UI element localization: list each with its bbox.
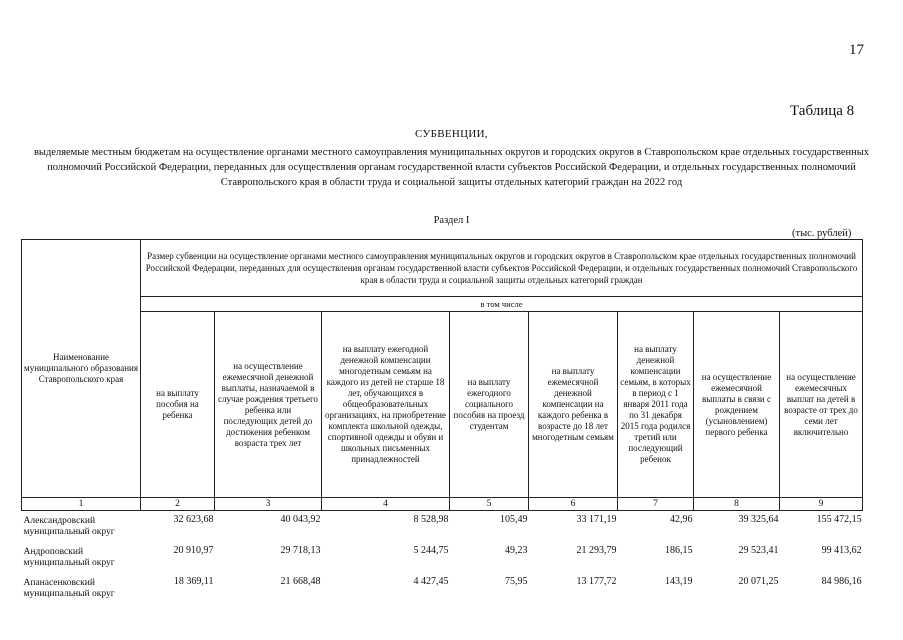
table-cell: 20 910,97 bbox=[173, 545, 214, 556]
column-number: 8 bbox=[694, 498, 780, 511]
table-cell: 29 718,13 bbox=[280, 545, 321, 556]
header-col-9: на осуществление ежемесячных выплат на детей в возрасте от трех до семи лет включительно bbox=[780, 312, 863, 498]
header-col-5: на выплату ежегодного социального пособия на проезд студентам bbox=[450, 312, 529, 498]
table-cell: 143,19 bbox=[665, 576, 693, 587]
municipality-name: Апанасенковский муниципальный округ bbox=[23, 577, 115, 599]
header-col-4: на выплату ежегодной денежной компенсации многодетным семьям на каждого из детей не старше 18 лет, обучающихся в общеобразовательных организациях, на приобретение комплекта школьной одежды, спортивной одежды и обуви и школьных письменных принадлежностей bbox=[322, 312, 450, 498]
column-number: 6 bbox=[529, 498, 618, 511]
table-cell: 99 413,62 bbox=[821, 545, 862, 556]
table-cell: 39 325,64 bbox=[738, 514, 779, 525]
document-subtitle: выделяемые местным бюджетам на осуществление органами местного самоуправления муниципальных округов и городских округов в Ставропольском крае отдельных государственных полномочий Российской Федерации, переданных для осуществления органам государственной власти субъектов Российской Федерации, и отдельных государственных полномочий Ставропольского края в области труда и социальной защиты отдельных категорий граждан на 2022 год bbox=[33, 147, 870, 188]
table-cell: 33 171,19 bbox=[576, 514, 617, 525]
table-cell: 155 472,15 bbox=[816, 514, 862, 525]
header-col-3: на осуществление ежемесячной денежной выплаты, назначаемой в случае рождения третьего ребенка или последующих детей до достижения ребенком возраста трех лет bbox=[215, 312, 322, 498]
document-title: СУБВЕНЦИИ, bbox=[415, 128, 488, 140]
column-number: 4 bbox=[322, 498, 450, 511]
header-main: Размер субвенции на осуществление органами местного самоуправления муниципальных округов и городских округов в Ставропольском крае отдельных государственных полномочий Российской Федерации, переданных для осуществления органам государственной власти субъектов Российской Федерации, и отдельных государственных полномочий Ставропольского края в области труда и социальной защиты отдельных категорий граждан bbox=[141, 240, 863, 297]
table-cell: 13 177,72 bbox=[576, 576, 617, 587]
table-row bbox=[22, 511, 863, 543]
table-cell: 20 071,25 bbox=[738, 576, 779, 587]
municipality-name: Андроповский муниципальный округ bbox=[23, 546, 115, 568]
column-number: 7 bbox=[618, 498, 694, 511]
table-cell: 105,49 bbox=[500, 514, 528, 525]
table-cell: 21 668,48 bbox=[280, 576, 321, 587]
units-label: (тыс. рублей) bbox=[792, 228, 852, 239]
table-cell: 21 293,79 bbox=[576, 545, 617, 556]
header-col-8: на осуществление ежемесячной выплаты в связи с рождением (усыновлением) первого ребенка bbox=[694, 312, 780, 498]
table-cell: 29 523,41 bbox=[738, 545, 779, 556]
table-cell: 40 043,92 bbox=[280, 514, 321, 525]
header-including: в том числе bbox=[141, 297, 863, 312]
table-cell: 84 986,16 bbox=[821, 576, 862, 587]
table-cell: 18 369,11 bbox=[173, 576, 214, 587]
table-cell: 5 244,75 bbox=[413, 545, 449, 556]
table-row bbox=[22, 542, 863, 573]
table-cell: 186,15 bbox=[665, 545, 693, 556]
column-number: 5 bbox=[450, 498, 529, 511]
column-number: 9 bbox=[780, 498, 863, 511]
header-col-6: на выплату ежемесячной денежной компенсации на каждого ребенка в возрасте до 18 лет многодетным семьям bbox=[529, 312, 618, 498]
subventions-table bbox=[21, 239, 863, 604]
table-cell: 75,95 bbox=[505, 576, 528, 587]
column-number: 2 bbox=[141, 498, 215, 511]
table-cell: 32 623,68 bbox=[173, 514, 214, 525]
table-row bbox=[22, 573, 863, 604]
section-title: Раздел I bbox=[433, 215, 470, 226]
municipality-name: Александровский муниципальный округ bbox=[23, 515, 115, 537]
table-cell: 49,23 bbox=[505, 545, 528, 556]
column-number: 1 bbox=[22, 498, 141, 511]
table-cell: 42,96 bbox=[670, 514, 693, 525]
header-col-2: на выплату пособия на ребенка bbox=[141, 312, 215, 498]
column-number: 3 bbox=[215, 498, 322, 511]
header-name-column: Наименование муниципального образования Ставропольского края bbox=[22, 240, 141, 498]
table-cell: 8 528,98 bbox=[413, 514, 449, 525]
table-cell: 4 427,45 bbox=[413, 576, 449, 587]
table-label: Таблица 8 bbox=[790, 103, 855, 119]
header-col-7: на выплату денежной компенсации семьям, в которых в период с 1 января 2011 года по 31 декабря 2015 года родился третий или последующий ребенок bbox=[618, 312, 694, 498]
page-number: 17 bbox=[849, 42, 864, 58]
